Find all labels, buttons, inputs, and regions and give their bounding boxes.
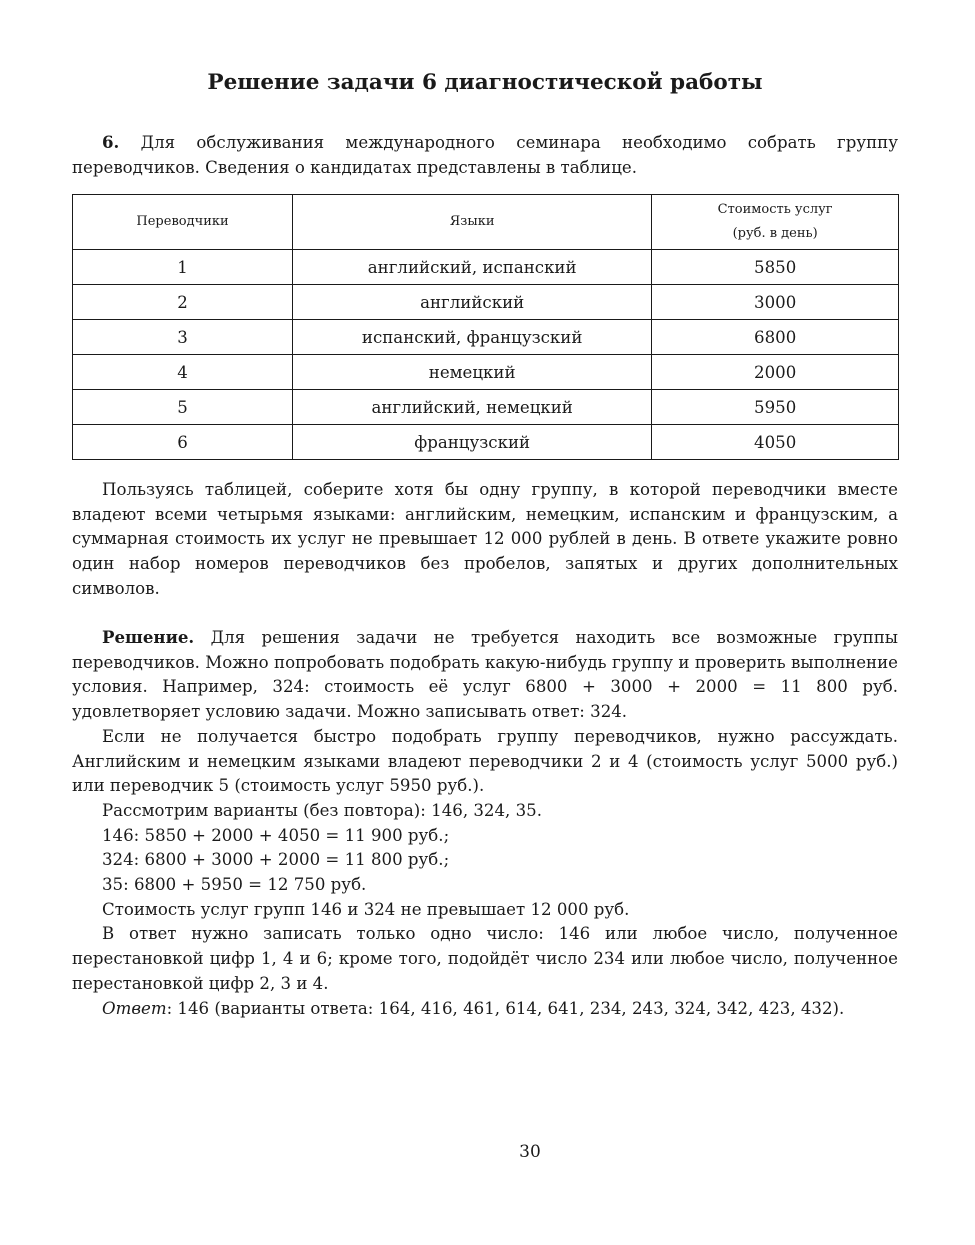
table-header-row: [73, 195, 899, 250]
solution-intro-text: Для решения задачи не требуется находить все возможные группы переводчиков. Можно попробовать подобрать какую-нибудь группу и проверить выполнение условия. Например, 324: стоимость её услуг 6800 + 3000 + 2000 = 11 800 руб. удовлетворяет условию задачи. Можно записывать ответ: 324.: [72, 628, 898, 722]
translator-id: 5: [73, 390, 293, 425]
table-row: [73, 425, 899, 460]
page-number: 30: [519, 1142, 541, 1162]
task-text: Пользуясь таблицей, соберите хотя бы одну группу, в которой переводчики вместе владеют всеми четырьмя языками: английским, немецким, испанским и французским, а суммарная стоимость их услуг не превышает 12 000 рублей в день. В ответе укажите ровно один набор номеров переводчиков без пробелов, запятых и других дополнительных символов.: [72, 480, 898, 598]
translator-languages: английский: [293, 285, 652, 320]
translator-languages: английский, немецкий: [293, 390, 652, 425]
solution-label: Решение.: [102, 627, 195, 647]
solution-conclusion: Стоимость услуг групп 146 и 324 не превышает 12 000 руб.: [102, 899, 630, 919]
translator-id: 3: [73, 320, 293, 355]
translator-cost: 3000: [652, 285, 899, 320]
answer-text: : 146 (варианты ответа: 164, 416, 461, 614, 641, 234, 243, 324, 342, 423, 432).: [166, 998, 845, 1018]
calculation-146: 146: 5850 + 2000 + 4050 = 11 900 руб.;: [102, 825, 450, 845]
translator-languages: английский, испанский: [293, 250, 652, 285]
answer-note: В ответ нужно записать только одно число: 146 или любое число, полученное перестановкой цифр 1, 4 и 6; кроме того, подойдёт число 234 или любое число, полученное перестановкой цифр 2, 3 и 4.: [72, 924, 898, 993]
problem-number: 6.: [102, 132, 120, 152]
header-cost-label: Стоимость услуг: [717, 202, 833, 217]
translator-cost: 5850: [652, 250, 899, 285]
translator-id: 6: [73, 425, 293, 460]
header-cost: [652, 195, 899, 250]
translator-id: 2: [73, 285, 293, 320]
problem-statement: [72, 130, 898, 180]
solution-intro: [72, 625, 898, 725]
translator-cost: 2000: [652, 355, 899, 390]
translator-cost: 5950: [652, 390, 899, 425]
answer-label: Ответ: [102, 998, 167, 1018]
translator-id: 4: [73, 355, 293, 390]
table-row: [73, 320, 899, 355]
translator-languages: французский: [293, 425, 652, 460]
table-row: [73, 250, 899, 285]
solution-section: [72, 625, 898, 1021]
table-row: [73, 285, 899, 320]
header-languages: Языки: [293, 195, 652, 250]
page-title: Решение задачи 6 диагностической работы: [207, 70, 763, 95]
problem-text: Для обслуживания международного семинара необходимо собрать группу переводчиков. Сведения о кандидатах представлены в таблице.: [72, 133, 898, 177]
solution-variants: Рассмотрим варианты (без повтора): 146, 324, 35.: [102, 800, 542, 820]
calculation-324: 324: 6800 + 3000 + 2000 = 11 800 руб.;: [102, 850, 450, 870]
translator-cost: 4050: [652, 425, 899, 460]
answer-line: [72, 997, 898, 1022]
translator-languages: немецкий: [293, 355, 652, 390]
solution-reasoning: Если не получается быстро подобрать группу переводчиков, нужно рассуждать. Английским и немецким языками владеют переводчики 2 и 4 (стоимость услуг 5000 руб.) или переводчик 5 (стоимость услуг 5950 руб.).: [72, 726, 898, 796]
translator-cost: 6800: [652, 320, 899, 355]
translator-id: 1: [73, 250, 293, 285]
header-cost-unit: (руб. в день): [732, 226, 818, 241]
calculation-35: 35: 6800 + 5950 = 12 750 руб.: [102, 875, 367, 895]
table-row: [73, 390, 899, 425]
translator-languages: испанский, французский: [293, 320, 652, 355]
translators-table: [72, 194, 899, 460]
header-translators: Переводчики: [73, 195, 293, 250]
table-row: [73, 355, 899, 390]
